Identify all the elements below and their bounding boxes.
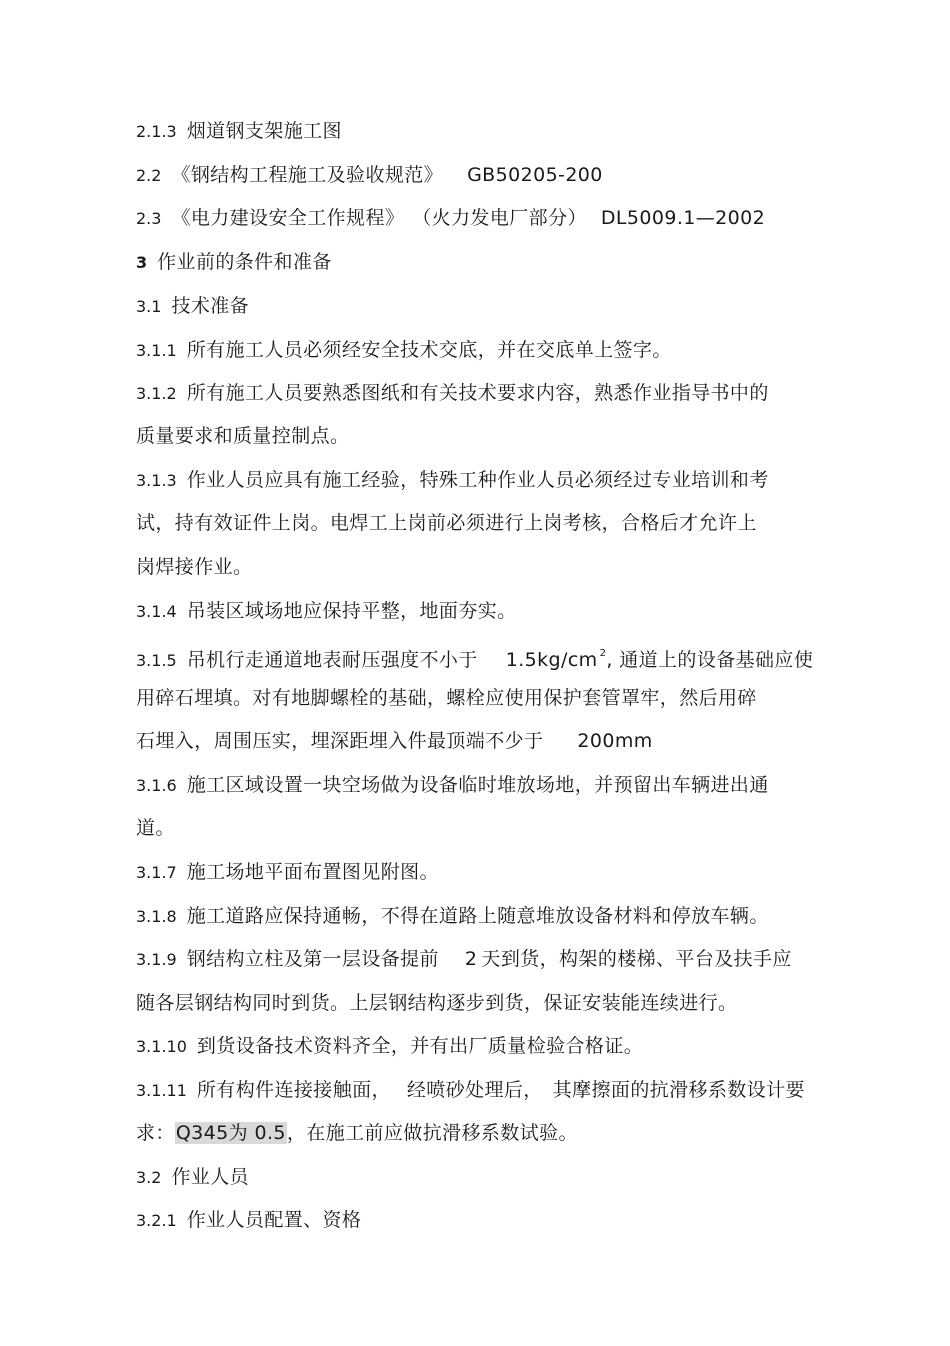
line-3-1-10 xyxy=(136,1034,643,1059)
line-text: 随各层钢结构同时到货。上层钢结构逐步到货，保证安装能连续进行。 xyxy=(136,992,738,1014)
section-number: 3.2 xyxy=(136,1168,162,1187)
line-text: 施工道路应保持通畅，不得在道路上随意堆放设备材料和停放车辆。 xyxy=(186,905,769,927)
line-3-1-4 xyxy=(136,599,517,624)
section-number: 3.1.8 xyxy=(136,907,177,926)
line-3-1-7 xyxy=(136,860,439,885)
line-text: 烟道钢支架施工图 xyxy=(186,120,342,142)
line-3 xyxy=(136,250,332,275)
line-text-rest: 天到货，构架的楼梯、平台及扶手应 xyxy=(481,948,792,970)
standard-code: GB50205-200 xyxy=(467,164,603,186)
line-text: 《钢结构工程施工及验收规范》 xyxy=(171,164,444,186)
section-number: 3 xyxy=(136,253,148,272)
highlighted-value: Q345为 0.5 xyxy=(175,1122,286,1144)
line-text: 作业人员 xyxy=(171,1166,250,1188)
section-number: 3.1 xyxy=(136,297,162,316)
line-text: 作业人员应具有施工经验，特殊工种作业人员必须经过专业培训和考 xyxy=(186,469,769,491)
line-text: 作业人员配置、资格 xyxy=(186,1209,362,1231)
section-number: 3.1.6 xyxy=(136,776,177,795)
line-3-2 xyxy=(136,1165,249,1190)
line-3-1-5 xyxy=(136,642,813,673)
line-3-1-1 xyxy=(136,338,672,363)
line-text: 石埋入，周围压实，埋深距埋入件最顶端不少于 xyxy=(136,730,544,752)
days-value: 2 xyxy=(464,948,478,970)
line-text: 作业前的条件和准备 xyxy=(157,251,332,273)
section-number: 3.1.9 xyxy=(136,950,177,969)
line-continuation xyxy=(136,424,349,448)
line-text: 技术准备 xyxy=(171,295,250,317)
line-text-mid: 经喷砂处理后， xyxy=(406,1079,543,1101)
section-number: 3.1.2 xyxy=(136,384,177,403)
line-text-rest: 其摩擦面的抗滑移系数设计要 xyxy=(552,1079,805,1101)
line-2-3 xyxy=(136,206,765,231)
line-continuation xyxy=(136,816,175,840)
line-text: 《电力建设安全工作规程》 xyxy=(171,207,405,229)
line-3-1-2 xyxy=(136,381,769,406)
line-continuation xyxy=(136,1121,578,1145)
section-number: 3.1.10 xyxy=(136,1037,187,1056)
line-paren: （火力发电厂部分） xyxy=(412,207,587,229)
line-text: 所有施工人员要熟悉图纸和有关技术要求内容，熟悉作业指导书中的 xyxy=(186,382,769,404)
line-text: 所有构件连接接触面， xyxy=(196,1079,391,1101)
line-text: 到货设备技术资料齐全，并有出厂质量检验合格证。 xyxy=(196,1035,644,1057)
line-2-2 xyxy=(136,163,603,188)
line-text: 求： xyxy=(136,1122,175,1144)
line-text: 用碎石埋填。对有地脚螺栓的基础，螺栓应使用保护套管罩牢，然后用碎 xyxy=(136,687,757,709)
line-text: 钢结构立柱及第一层设备提前 xyxy=(186,948,439,970)
line-continuation xyxy=(136,686,757,710)
section-number: 2.1.3 xyxy=(136,122,177,141)
section-number: 3.1.5 xyxy=(136,651,177,670)
superscript: 2 xyxy=(599,648,607,659)
pressure-value: 1.5kg/cm xyxy=(505,649,598,671)
depth-value: 200mm xyxy=(577,730,653,752)
line-text: 试，持有效证件上岗。电焊工上岗前必须进行上岗考核，合格后才允许上 xyxy=(136,512,757,534)
line-2-1-3 xyxy=(136,119,342,144)
line-text: 施工场地平面布置图见附图。 xyxy=(186,861,439,883)
line-text: 质量要求和质量控制点。 xyxy=(136,425,350,447)
standard-code: DL5009.1—2002 xyxy=(600,207,766,229)
line-3-1-6 xyxy=(136,773,769,798)
line-text: 施工区域设置一块空场做为设备临时堆放场地，并预留出车辆进出通 xyxy=(186,774,769,796)
section-number: 3.1.4 xyxy=(136,602,177,621)
section-number: 3.1.7 xyxy=(136,863,177,882)
section-number: 3.2.1 xyxy=(136,1211,177,1230)
section-number: 3.1.3 xyxy=(136,471,177,490)
line-continuation xyxy=(136,511,757,535)
line-3-1-11 xyxy=(136,1078,805,1103)
line-continuation xyxy=(136,555,252,579)
line-text: 道。 xyxy=(136,817,175,839)
section-number: 3.1.1 xyxy=(136,341,177,360)
section-number: 3.1.11 xyxy=(136,1081,187,1100)
line-text: 所有施工人员必须经安全技术交底，并在交底单上签字。 xyxy=(186,339,672,361)
line-3-1-8 xyxy=(136,904,769,929)
line-3-1-9 xyxy=(136,947,792,972)
section-number: 2.3 xyxy=(136,209,162,228)
line-text: 岗焊接作业。 xyxy=(136,556,253,578)
line-continuation xyxy=(136,991,737,1015)
line-continuation xyxy=(136,729,653,753)
line-3-1-3 xyxy=(136,468,769,493)
line-3-1 xyxy=(136,294,249,319)
line-3-2-1 xyxy=(136,1208,361,1233)
line-text: 吊装区域场地应保持平整，地面夯实。 xyxy=(186,600,517,622)
line-text-rest: ，在施工前应做抗滑移系数试验。 xyxy=(286,1122,578,1144)
section-number: 2.2 xyxy=(136,166,162,185)
line-text: 吊机行走通道地表耐压强度不小于 xyxy=(186,649,478,671)
line-text-rest: , 通道上的设备基础应使 xyxy=(606,649,814,671)
